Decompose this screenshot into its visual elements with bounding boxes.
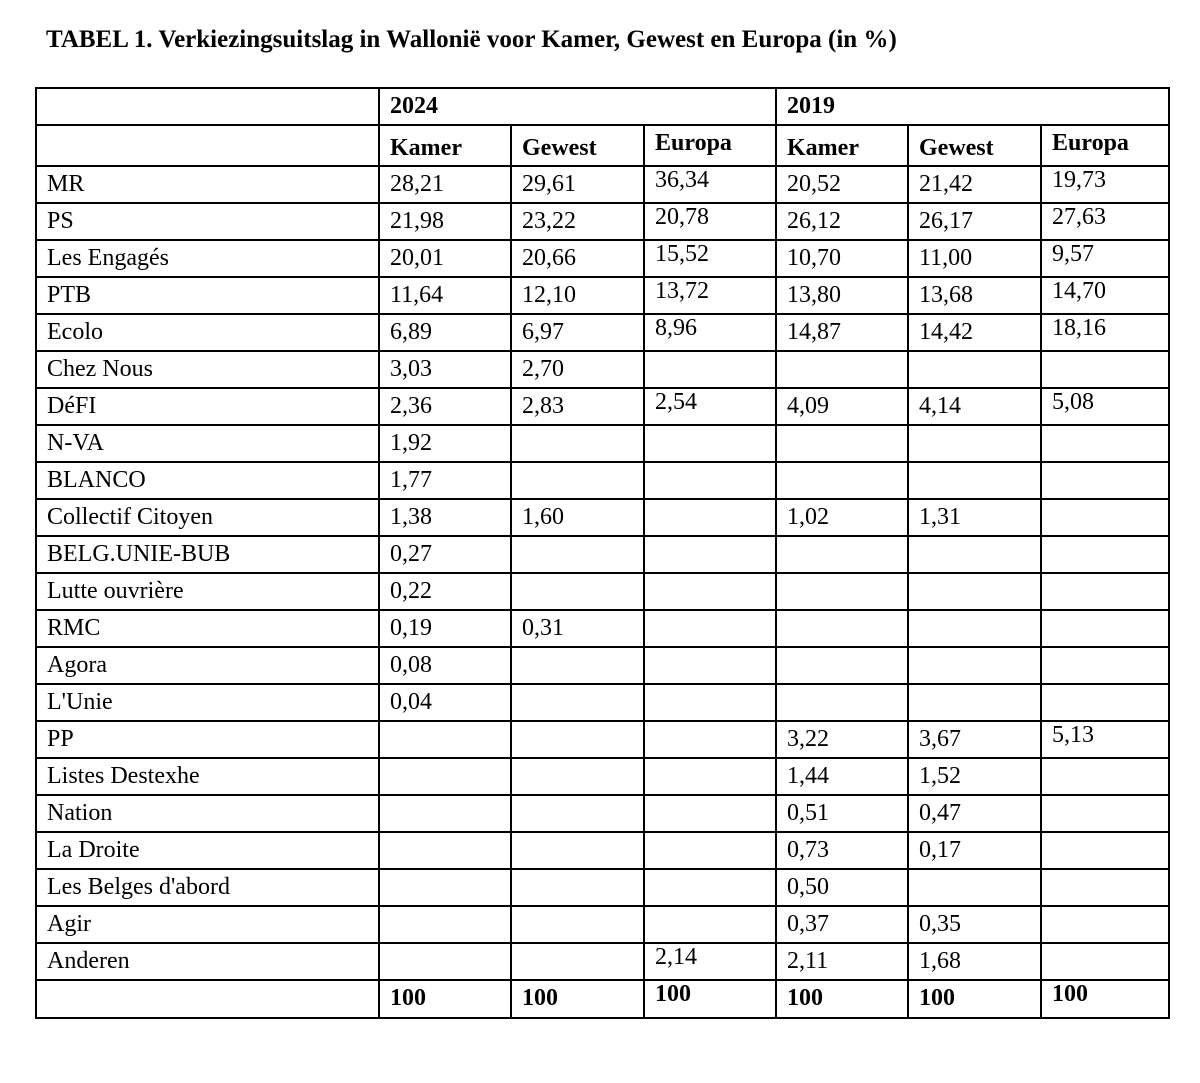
value-cell: 0,08 (379, 647, 511, 684)
value-cell (776, 425, 908, 462)
value-cell: 100 (776, 980, 908, 1018)
value-cell: 9,57 (1041, 240, 1169, 277)
value-cell (1041, 536, 1169, 573)
value-cell (1041, 869, 1169, 906)
value-cell: 26,12 (776, 203, 908, 240)
value-cell (511, 647, 644, 684)
value-cell (1041, 573, 1169, 610)
value-cell: 1,77 (379, 462, 511, 499)
value-cell: 100 (511, 980, 644, 1018)
table-row (36, 388, 1169, 425)
table-row (36, 203, 1169, 240)
party-name-cell: BLANCO (36, 462, 379, 499)
value-cell (1041, 684, 1169, 721)
value-cell: 13,80 (776, 277, 908, 314)
value-cell (644, 869, 776, 906)
col-header-gewest-2024: Gewest (511, 125, 644, 166)
column-header-row (36, 125, 1169, 166)
table-row (36, 869, 1169, 906)
value-cell: 2,83 (511, 388, 644, 425)
party-name-cell: Collectif Citoyen (36, 499, 379, 536)
value-cell (644, 758, 776, 795)
corner-empty-cell (36, 88, 379, 125)
table-body (36, 166, 1169, 1018)
value-cell: 1,44 (776, 758, 908, 795)
value-cell (908, 536, 1041, 573)
col-header-kamer-2019: Kamer (776, 125, 908, 166)
value-cell (511, 462, 644, 499)
value-cell: 0,19 (379, 610, 511, 647)
value-cell (511, 684, 644, 721)
table-row (36, 832, 1169, 869)
party-name-cell: Agir (36, 906, 379, 943)
value-cell (379, 906, 511, 943)
value-cell: 21,42 (908, 166, 1041, 203)
col-header-kamer-2024: Kamer (379, 125, 511, 166)
value-cell: 8,96 (644, 314, 776, 351)
value-cell (1041, 425, 1169, 462)
value-cell: 10,70 (776, 240, 908, 277)
value-cell: 11,00 (908, 240, 1041, 277)
party-name-cell: Les Belges d'abord (36, 869, 379, 906)
value-cell: 5,13 (1041, 721, 1169, 758)
value-cell (511, 795, 644, 832)
value-cell (511, 573, 644, 610)
corner-empty-cell (36, 125, 379, 166)
value-cell (511, 832, 644, 869)
value-cell: 1,68 (908, 943, 1041, 980)
party-name-cell: PS (36, 203, 379, 240)
value-cell (1041, 499, 1169, 536)
value-cell (644, 425, 776, 462)
value-cell: 14,42 (908, 314, 1041, 351)
value-cell: 0,50 (776, 869, 908, 906)
value-cell: 100 (644, 980, 776, 1018)
value-cell (776, 536, 908, 573)
value-cell (644, 832, 776, 869)
value-cell (644, 721, 776, 758)
total-row-empty-cell (36, 980, 379, 1018)
value-cell: 0,22 (379, 573, 511, 610)
value-cell (908, 684, 1041, 721)
value-cell: 28,21 (379, 166, 511, 203)
value-cell (1041, 906, 1169, 943)
value-cell: 36,34 (644, 166, 776, 203)
table-row (36, 240, 1169, 277)
value-cell (644, 906, 776, 943)
table-row (36, 277, 1169, 314)
table-row (36, 499, 1169, 536)
value-cell (379, 869, 511, 906)
value-cell: 0,35 (908, 906, 1041, 943)
value-cell (644, 684, 776, 721)
value-cell (644, 462, 776, 499)
total-row (36, 980, 1169, 1018)
party-name-cell: RMC (36, 610, 379, 647)
value-cell: 0,04 (379, 684, 511, 721)
value-cell (776, 647, 908, 684)
col-header-europa-2019: Europa (1041, 125, 1169, 166)
year-header-2024: 2024 (379, 88, 776, 125)
party-name-cell: MR (36, 166, 379, 203)
year-header-row (36, 88, 1169, 125)
value-cell: 2,11 (776, 943, 908, 980)
value-cell (776, 573, 908, 610)
table-row (36, 462, 1169, 499)
party-name-cell: N-VA (36, 425, 379, 462)
value-cell: 1,60 (511, 499, 644, 536)
value-cell: 20,66 (511, 240, 644, 277)
value-cell: 1,38 (379, 499, 511, 536)
value-cell (908, 573, 1041, 610)
value-cell (1041, 647, 1169, 684)
value-cell (776, 351, 908, 388)
value-cell: 26,17 (908, 203, 1041, 240)
value-cell: 21,98 (379, 203, 511, 240)
table-row (36, 795, 1169, 832)
value-cell (511, 758, 644, 795)
value-cell: 14,70 (1041, 277, 1169, 314)
value-cell (1041, 462, 1169, 499)
value-cell: 1,52 (908, 758, 1041, 795)
value-cell: 2,54 (644, 388, 776, 425)
value-cell (644, 499, 776, 536)
value-cell: 3,22 (776, 721, 908, 758)
value-cell (1041, 610, 1169, 647)
value-cell (908, 425, 1041, 462)
value-cell: 1,31 (908, 499, 1041, 536)
value-cell: 100 (1041, 980, 1169, 1018)
value-cell (511, 721, 644, 758)
table-row (36, 906, 1169, 943)
value-cell (644, 573, 776, 610)
value-cell (511, 425, 644, 462)
table-row (36, 647, 1169, 684)
value-cell: 2,36 (379, 388, 511, 425)
party-name-cell: Ecolo (36, 314, 379, 351)
value-cell: 0,31 (511, 610, 644, 647)
value-cell (644, 351, 776, 388)
value-cell (908, 351, 1041, 388)
value-cell (379, 943, 511, 980)
value-cell (379, 832, 511, 869)
value-cell: 12,10 (511, 277, 644, 314)
value-cell (1041, 758, 1169, 795)
party-name-cell: L'Unie (36, 684, 379, 721)
value-cell (776, 684, 908, 721)
value-cell: 27,63 (1041, 203, 1169, 240)
table-header (36, 88, 1169, 166)
value-cell (1041, 943, 1169, 980)
party-name-cell: Agora (36, 647, 379, 684)
party-name-cell: DéFI (36, 388, 379, 425)
value-cell: 19,73 (1041, 166, 1169, 203)
value-cell (644, 795, 776, 832)
table-row (36, 573, 1169, 610)
value-cell: 20,52 (776, 166, 908, 203)
year-header-2019: 2019 (776, 88, 1169, 125)
party-name-cell: BELG.UNIE-BUB (36, 536, 379, 573)
table-row (36, 425, 1169, 462)
value-cell: 0,27 (379, 536, 511, 573)
value-cell: 0,17 (908, 832, 1041, 869)
value-cell: 2,14 (644, 943, 776, 980)
value-cell: 13,68 (908, 277, 1041, 314)
value-cell: 0,47 (908, 795, 1041, 832)
value-cell: 6,89 (379, 314, 511, 351)
value-cell (776, 462, 908, 499)
party-name-cell: Les Engagés (36, 240, 379, 277)
table-row (36, 943, 1169, 980)
value-cell: 4,14 (908, 388, 1041, 425)
value-cell (1041, 795, 1169, 832)
table-row (36, 758, 1169, 795)
value-cell (908, 462, 1041, 499)
value-cell (379, 721, 511, 758)
value-cell (908, 869, 1041, 906)
value-cell (644, 610, 776, 647)
value-cell (908, 647, 1041, 684)
value-cell (644, 536, 776, 573)
party-name-cell: PTB (36, 277, 379, 314)
value-cell: 14,87 (776, 314, 908, 351)
value-cell (1041, 832, 1169, 869)
value-cell: 0,37 (776, 906, 908, 943)
value-cell (776, 610, 908, 647)
value-cell (511, 869, 644, 906)
party-name-cell: Listes Destexhe (36, 758, 379, 795)
value-cell: 18,16 (1041, 314, 1169, 351)
value-cell: 11,64 (379, 277, 511, 314)
value-cell: 1,02 (776, 499, 908, 536)
value-cell: 6,97 (511, 314, 644, 351)
value-cell: 23,22 (511, 203, 644, 240)
value-cell (379, 758, 511, 795)
value-cell: 29,61 (511, 166, 644, 203)
party-name-cell: PP (36, 721, 379, 758)
table-row (36, 684, 1169, 721)
table-row (36, 314, 1169, 351)
page-title: TABEL 1. Verkiezingsuitslag in Wallonië voor Kamer, Gewest en Europa (in %) (46, 26, 897, 53)
table-row (36, 721, 1169, 758)
value-cell (908, 610, 1041, 647)
col-header-europa-2024: Europa (644, 125, 776, 166)
value-cell: 100 (908, 980, 1041, 1018)
value-cell (511, 943, 644, 980)
value-cell: 15,52 (644, 240, 776, 277)
value-cell: 0,51 (776, 795, 908, 832)
value-cell: 0,73 (776, 832, 908, 869)
value-cell: 4,09 (776, 388, 908, 425)
value-cell: 20,01 (379, 240, 511, 277)
value-cell (644, 647, 776, 684)
value-cell (1041, 351, 1169, 388)
value-cell (511, 536, 644, 573)
party-name-cell: Anderen (36, 943, 379, 980)
value-cell: 5,08 (1041, 388, 1169, 425)
value-cell: 3,67 (908, 721, 1041, 758)
value-cell: 2,70 (511, 351, 644, 388)
value-cell (511, 906, 644, 943)
party-name-cell: Lutte ouvrière (36, 573, 379, 610)
table-row (36, 536, 1169, 573)
results-table (35, 87, 1170, 1019)
col-header-gewest-2019: Gewest (908, 125, 1041, 166)
value-cell: 20,78 (644, 203, 776, 240)
value-cell: 3,03 (379, 351, 511, 388)
party-name-cell: Nation (36, 795, 379, 832)
table-row (36, 166, 1169, 203)
value-cell: 1,92 (379, 425, 511, 462)
party-name-cell: Chez Nous (36, 351, 379, 388)
table-row (36, 610, 1169, 647)
value-cell: 100 (379, 980, 511, 1018)
party-name-cell: La Droite (36, 832, 379, 869)
value-cell (379, 795, 511, 832)
table-row (36, 351, 1169, 388)
value-cell: 13,72 (644, 277, 776, 314)
